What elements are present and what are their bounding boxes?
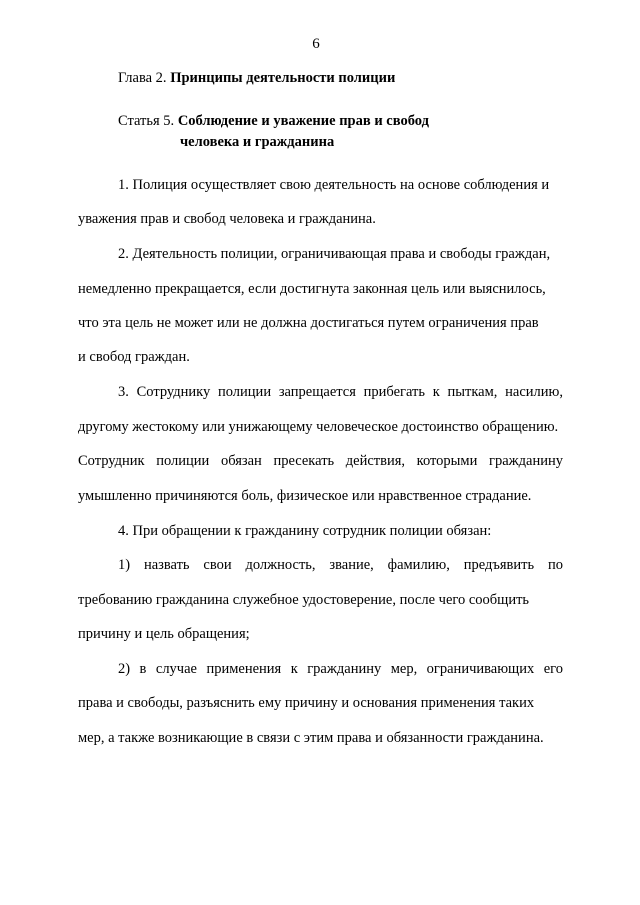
text-line: права и свободы, разъяснить ему причину и основания применения таких <box>78 695 535 711</box>
page-number: 6 <box>312 36 320 52</box>
chapter-heading <box>118 70 395 87</box>
text-line: немедленно прекращается, если достигнута законная цель или выяснилось, <box>78 281 546 297</box>
text-line: уважения прав и свобод человека и гражданина. <box>78 211 376 227</box>
text-line: умышленно причиняются боль, физическое или нравственное страдание. <box>78 488 532 504</box>
chapter-title: Принципы деятельности полиции <box>170 70 396 86</box>
article-title-line1: Соблюдение и уважение прав и свобод <box>177 113 429 129</box>
text-line: 4. При обращении к гражданину сотрудник полиции обязан: <box>118 523 492 539</box>
article-heading <box>118 111 429 153</box>
text-line: другому жестокому или унижающему человеческое достоинство обращению. <box>78 419 559 435</box>
article-title-line2: человека и гражданина <box>180 134 335 150</box>
text-line: 2. Деятельность полиции, ограничивающая права и свободы граждан, <box>118 246 551 262</box>
text-line: Сотрудник полиции обязан пресекать действия, которыми гражданину <box>78 453 563 469</box>
chapter-prefix: Глава 2. <box>118 70 167 86</box>
text-line: и свобод граждан. <box>78 349 190 365</box>
text-line: 2) в случае применения к гражданину мер, ограничивающих его <box>118 661 563 677</box>
text-line: мер, а также возникающие в связи с этим права и обязанности гражданина. <box>78 730 544 746</box>
article-prefix: Статья 5. <box>118 113 175 129</box>
text-line: 3. Сотруднику полиции запрещается прибегать к пыткам, насилию, <box>118 384 563 400</box>
text-line: 1) назвать свои должность, звание, фамилию, предъявить по <box>118 557 563 573</box>
text-line: требованию гражданина служебное удостоверение, после чего сообщить <box>78 592 530 608</box>
text-line: 1. Полиция осуществляет свою деятельность на основе соблюдения и <box>118 177 550 193</box>
text-line: причину и цель обращения; <box>78 626 250 642</box>
text-line: что эта цель не может или не должна достигаться путем ограничения прав <box>78 315 539 331</box>
